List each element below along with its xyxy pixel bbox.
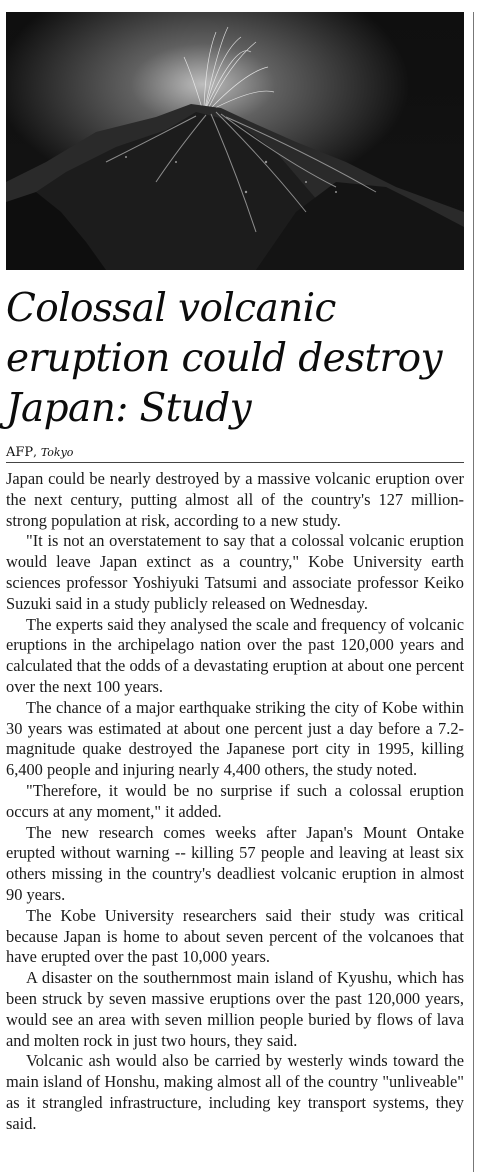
paragraph: Volcanic ash would also be carried by westerly winds toward the main island of Honshu, making almost all of the country "unliveable" as it strangled infrastructure, including key transport systems, they said. (6, 1051, 464, 1133)
article (6, 12, 464, 1135)
paragraph: A disaster on the southernmost main island of Kyushu, which has been struck by seven massive eruptions over the past 120,000 years, would see an area with seven million people buried by flows of lava and molten rock in just two hours, they said. (6, 968, 464, 1050)
article-body (6, 469, 464, 1135)
volcano-photo (6, 12, 464, 270)
paragraph: The experts said they analysed the scale and frequency of volcanic eruptions in the archipelago nation over the past 120,000 years and calculated that the odds of a devastating eruption at about one percent over the next 100 years. (6, 614, 464, 696)
paragraph: "Therefore, it would be no surprise if such a colossal eruption occurs at any moment," it added. (6, 780, 464, 821)
column-divider (473, 12, 474, 1172)
paragraph: The chance of a major earthquake striking the city of Kobe within 30 years was estimated at about one percent just a day before a 7.2-magnitude quake destroyed the Japanese port city in 1995, killing 6,400 people and injuring nearly 4,400 others, the study noted. (6, 697, 464, 780)
byline-separator: , (33, 445, 37, 459)
paragraph: The new research comes weeks after Japan's Mount Ontake erupted without warning -- killing 57 people and leaving at least six others missing in the country's deadliest volcanic eruption in almost 90 years. (6, 822, 464, 904)
paragraph: "It is not an overstatement to say that a colossal volcanic eruption would leave Japan extinct as a country," Kobe University earth sciences professor Yoshiyuki Tatsumi and associate professor Keiko Suzuki said in a study publicly released on Wednesday. (6, 531, 464, 613)
headline (6, 284, 464, 434)
headline-text: Colossal volcanic eruption could destroy Japan: Study (6, 286, 442, 431)
byline-agency: AFP (6, 445, 34, 460)
paragraph: Japan could be nearly destroyed by a massive volcanic eruption over the next century, putting almost all of the country's 127 million-strong population at risk, according to a new study. (6, 469, 464, 530)
paragraph: The Kobe University researchers said their study was critical because Japan is home to about seven percent of the volcanoes that have erupted over the past 10,000 years. (6, 905, 464, 967)
byline (6, 442, 464, 463)
byline-place: Tokyo (40, 446, 74, 459)
